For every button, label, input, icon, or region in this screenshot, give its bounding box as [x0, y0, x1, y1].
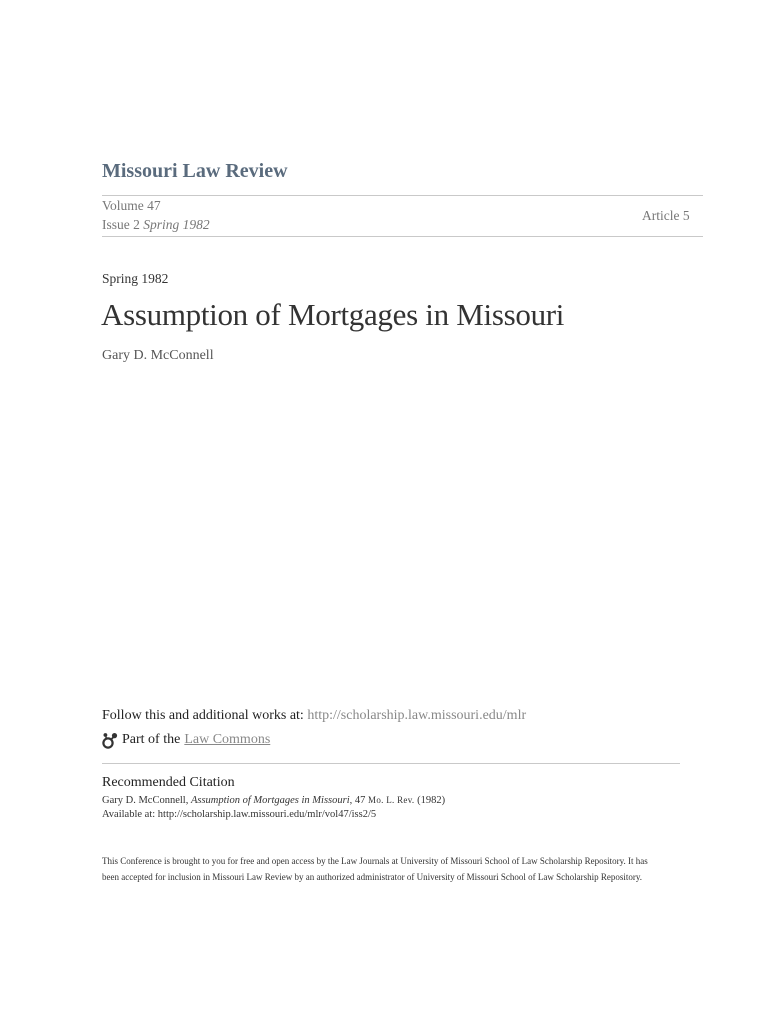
follow-url-link[interactable]: http://scholarship.law.missouri.edu/mlr [307, 708, 527, 723]
follow-text: Follow this and additional works at: [102, 708, 308, 723]
network-icon [102, 732, 119, 749]
divider-middle [102, 236, 703, 237]
part-of-row [102, 730, 270, 750]
article-date: Spring 1982 [102, 271, 169, 286]
issue-link[interactable] [102, 217, 210, 233]
journal-title[interactable]: Missouri Law Review [102, 160, 288, 182]
divider-bottom [102, 763, 680, 764]
part-of-text: Part of the [122, 732, 181, 747]
divider-top [102, 195, 703, 196]
article-author[interactable]: Gary D. McConnell [102, 348, 214, 363]
article-number: Article 5 [642, 208, 690, 223]
citation-volume: , 47 [349, 795, 369, 806]
follow-line [102, 708, 526, 724]
notice-line-2: been accepted for inclusion in Missouri Law Review by an authorized administrator of University of Missouri School of Law Scholarship Repository. [102, 872, 643, 882]
recommended-citation-heading: Recommended Citation [102, 775, 235, 790]
issue-season: Spring 1982 [143, 217, 210, 232]
citation-journal: Mo. L. Rev. [368, 795, 415, 805]
law-commons-link[interactable]: Law Commons [184, 732, 271, 747]
citation-available[interactable]: Available at: http://scholarship.law.missouri.edu/mlr/vol47/iss2/5 [102, 809, 377, 820]
citation-author: Gary D. McConnell, [102, 795, 191, 806]
notice-line-1: This Conference is brought to you for free and open access by the Law Journals at University of Missouri School of Law Scholarship Repository. It has [102, 856, 648, 866]
citation-line [102, 795, 445, 806]
citation-title: Assumption of Mortgages in Missouri [190, 795, 350, 806]
issue-label: Issue 2 [102, 217, 140, 232]
article-title: Assumption of Mortgages in Missouri [101, 297, 565, 332]
volume-link[interactable]: Volume 47 [102, 198, 161, 213]
citation-year: (1982) [414, 795, 446, 806]
